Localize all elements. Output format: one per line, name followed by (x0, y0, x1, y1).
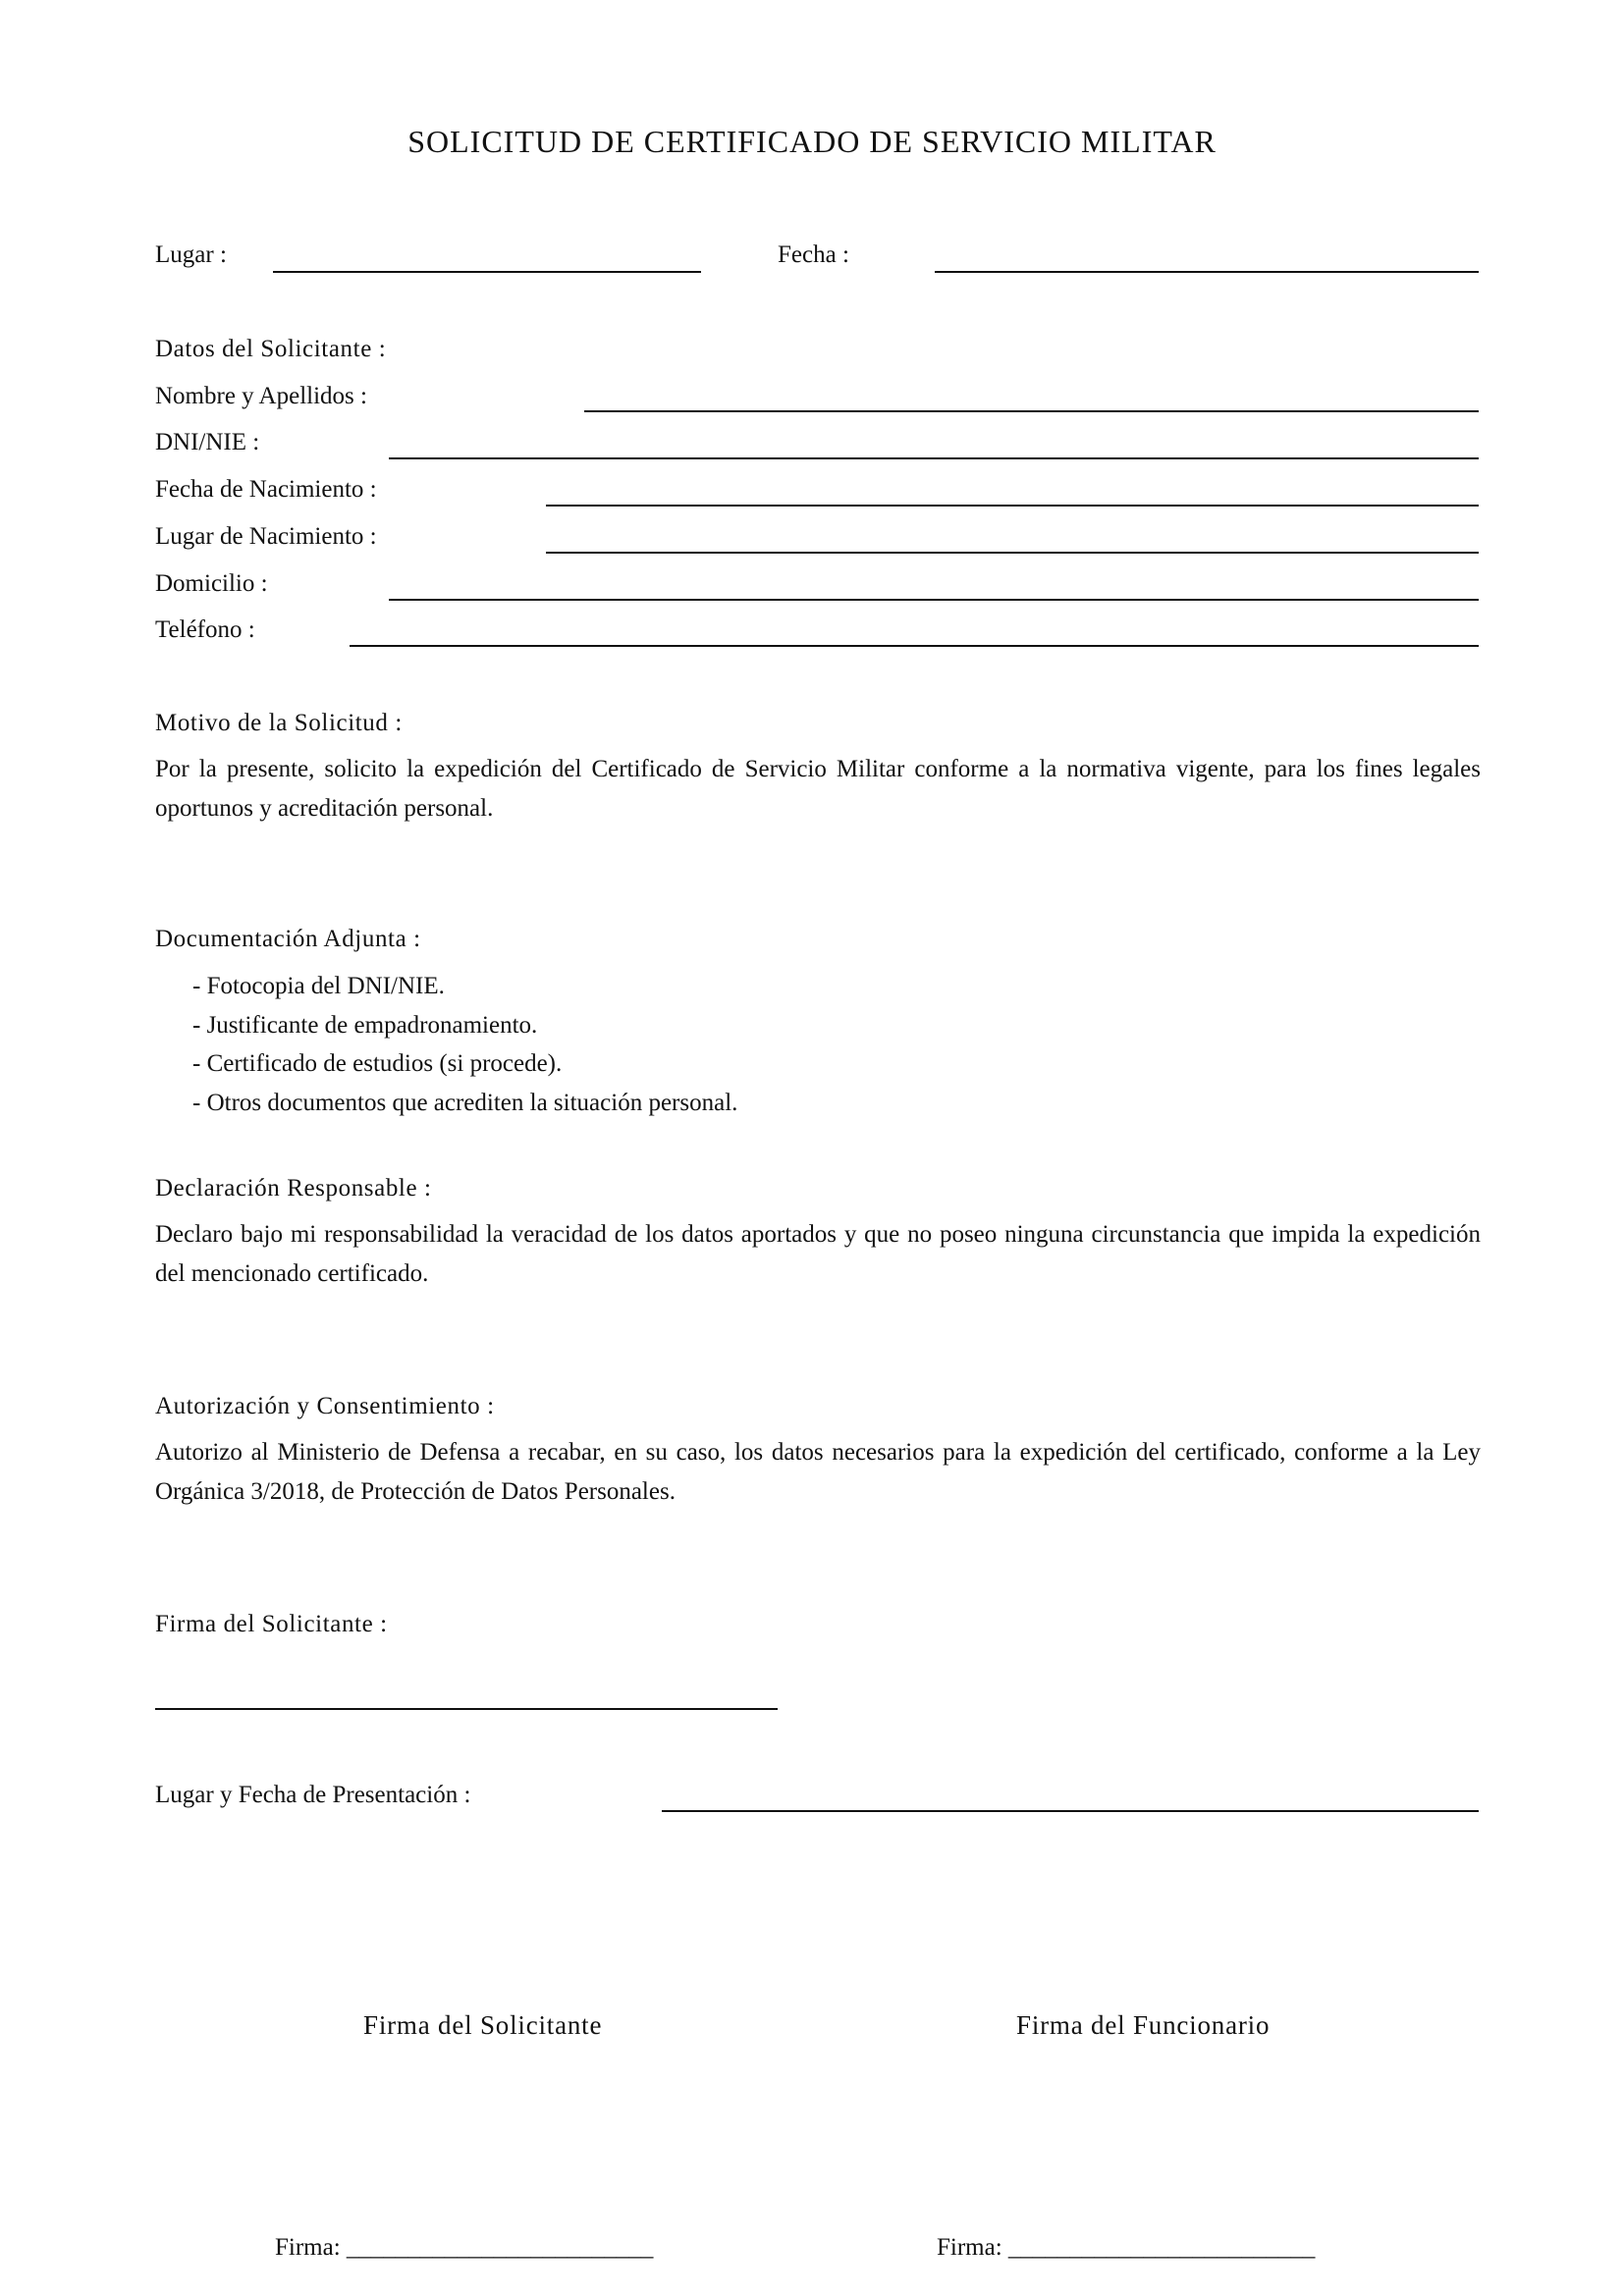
lugar-nacimiento-field[interactable] (546, 552, 1479, 554)
documentacion-item: - Otros documentos que acrediten la situación personal. (192, 1090, 738, 1116)
firma-solicitante-line[interactable] (155, 1708, 778, 1710)
domicilio-field[interactable] (389, 599, 1479, 601)
documentacion-item: - Certificado de estudios (si procede). (192, 1050, 563, 1077)
documentacion-item: - Fotocopia del DNI/NIE. (192, 973, 445, 999)
lugar-label: Lugar : (155, 241, 227, 268)
nombre-field[interactable] (584, 410, 1479, 412)
presentacion-field[interactable] (662, 1810, 1479, 1812)
autorizacion-text: Autorizo al Ministerio de Defensa a recabar, en su caso, los datos necesarios para la expedición del certificado, conforme a la Ley Orgánica 3/2018, de Protección de Datos Personales. (155, 1439, 1481, 1505)
signature-funcionario-title: Firma del Funcionario (1016, 2010, 1271, 2040)
lugar-nacimiento-label: Lugar de Nacimiento : (155, 523, 377, 550)
fecha-nacimiento-label: Fecha de Nacimiento : (155, 476, 377, 503)
firma-funcionario-field[interactable]: Firma: _________________________ (937, 2234, 1316, 2261)
telefono-label: Teléfono : (155, 616, 255, 643)
dni-label: DNI/NIE : (155, 429, 260, 455)
document-title: SOLICITUD DE CERTIFICADO DE SERVICIO MILITAR (407, 124, 1217, 159)
autorizacion-heading: Autorización y Consentimiento : (155, 1393, 495, 1419)
declaracion-text: Declaro bajo mi responsabilidad la veracidad de los datos aportados y que no poseo ninguna circunstancia que impida la expedición del mencionado certificado. (155, 1221, 1481, 1287)
signature-solicitante-title: Firma del Solicitante (363, 2010, 603, 2040)
documentacion-item: - Justificante de empadronamiento. (192, 1012, 538, 1039)
firma-solicitante-heading: Firma del Solicitante : (155, 1611, 388, 1637)
declaracion-heading: Declaración Responsable : (155, 1175, 432, 1201)
fecha-label: Fecha : (778, 241, 849, 268)
nombre-label: Nombre y Apellidos : (155, 383, 367, 409)
presentacion-label: Lugar y Fecha de Presentación : (155, 1782, 471, 1808)
documentacion-heading: Documentación Adjunta : (155, 926, 421, 952)
domicilio-label: Domicilio : (155, 570, 268, 597)
fecha-field[interactable] (935, 271, 1479, 273)
telefono-field[interactable] (350, 645, 1479, 647)
fecha-nacimiento-field[interactable] (546, 505, 1479, 507)
lugar-field[interactable] (273, 271, 701, 273)
motivo-text: Por la presente, solicito la expedición del Certificado de Servicio Militar conforme a la normativa vigente, para los fines legales oportunos y acreditación personal. (155, 756, 1481, 822)
dni-field[interactable] (389, 457, 1479, 459)
motivo-heading: Motivo de la Solicitud : (155, 710, 403, 736)
firma-solicitante-field[interactable]: Firma: _________________________ (275, 2234, 654, 2261)
datos-solicitante-heading: Datos del Solicitante : (155, 336, 387, 362)
